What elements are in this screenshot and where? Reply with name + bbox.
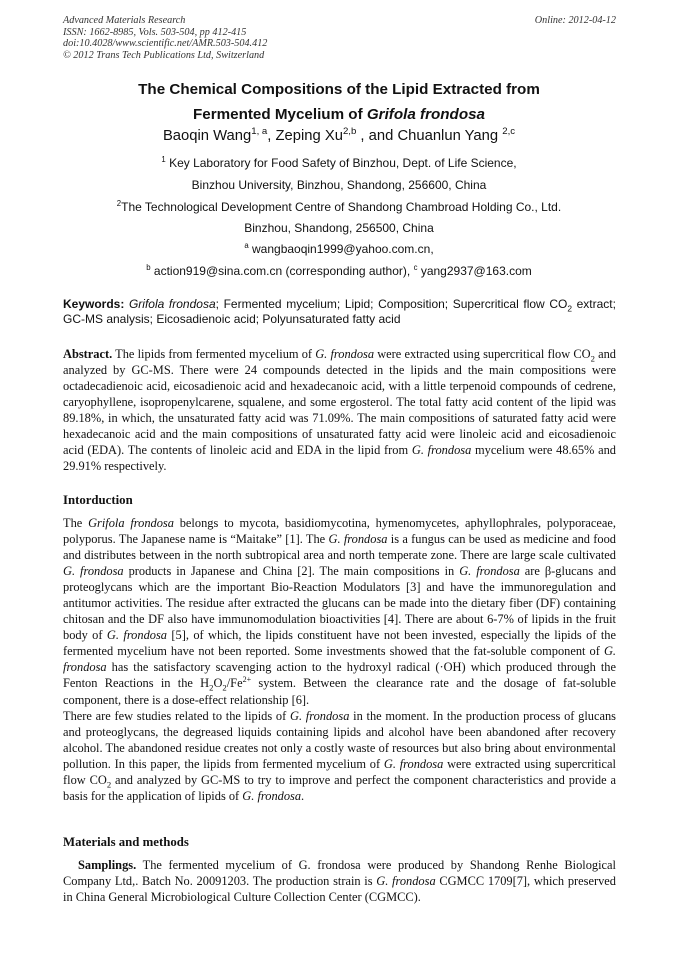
methods-text: CGMCC 1709[7], which preserved in China General Microbiological Culture Collection Center (CGMCC).: [63, 874, 616, 905]
keywords-text-2: extract; GC-MS analysis; Eicosadienoic acid; Polyunsaturated fatty acid: [63, 297, 616, 326]
species-name: G. frondosa: [290, 708, 350, 723]
affiliation-1-line-2: Binzhou University, Binzhou, Shandong, 256600, China: [191, 178, 487, 192]
author-3-sup: 2,c: [502, 126, 516, 138]
paper-title-line-2: [40, 106, 638, 123]
keywords-label: Keywords:: [63, 297, 125, 311]
journal-name: Advanced Materials Research: [63, 15, 186, 26]
intro-text: has the satisfactory scavenging action to the hydroxyl radical (·OH) which produced through the Fenton Reactions in the H: [63, 660, 616, 691]
subscript: 2: [209, 682, 214, 693]
aff2-text: The Technological Development Centre of Shandong Chambroad Holding Co., Ltd.: [121, 200, 562, 214]
email-bc-line: [30, 264, 648, 278]
intro-paragraph-2: [63, 708, 616, 804]
intro-text: were extracted using supercritical flow CO: [63, 756, 616, 787]
methods-heading: Materials and methods: [63, 835, 189, 849]
keywords-species: Grifola frondosa: [128, 297, 216, 311]
intro-text: The: [63, 516, 89, 530]
species-name: G. frondosa: [63, 564, 124, 579]
abstract-text: and analyzed by GC-MS. There were 24 compounds detected in the lipids and the main compositions were octadecadienoic acid, eicosadienoic acid and hexadecanoic acid, with a little terpenoid compounds of cedrene, caryophyllene, isopropenylcarene, squalene, and some ergosterol. The total fatty acid content of the lipid was 89.18%, in which, the unsaturated fatty acid was 71.09%. The main compositions of saturated fatty acid were hexadecanoic acid and the main compositions of unsaturated fatty acid were linoleic acid and eicosadienoic acid (EDA). The contents of linoleic acid and EDA in the lipid from: [63, 347, 616, 458]
affiliation-2-line-1: [30, 200, 648, 214]
email-a: wangbaoqin1999@yahoo.com.cn,: [248, 242, 434, 256]
author-3: , and Chuanlun Yang: [356, 128, 503, 144]
subscript: 2: [106, 779, 112, 790]
affiliation-2-line-2: Binzhou, Shandong, 256500, China: [244, 221, 434, 235]
subscript: 2: [222, 682, 227, 693]
paper-title-line-1: The Chemical Compositions of the Lipid Extracted from: [138, 81, 540, 98]
title-species: Grifola frondosa: [366, 106, 485, 123]
title-prefix: Fermented Mycelium of: [193, 106, 367, 123]
online-date: Online: 2012-04-12: [534, 15, 616, 26]
keywords: [63, 297, 616, 326]
intro-paragraph-1: [63, 515, 616, 708]
intro-text: There are few studies related to the lipids of: [63, 708, 290, 723]
abstract-text: The lipids from fermented mycelium of: [112, 347, 316, 361]
author-1-sup: 1, a: [251, 126, 268, 138]
email-b: action919@sina.com.cn (corresponding author),: [150, 264, 414, 278]
superscript: 2+: [242, 675, 252, 685]
abstract-text: mycelium were 48.65% and 29.91% respectively.: [63, 443, 617, 474]
intro-text: system. Between the clearance rate and the dosage of fat-soluble component, there is a dose-effect relationship [6].: [63, 676, 616, 707]
species-name: G. frondosa: [328, 532, 388, 547]
intro-text: are β-glucans and proteoglycans which are the important Bio-Reaction Modulators [3] and have the immunoregulation and antitumor activities. The residue after extracted the glucans can be made into the dietary fiber (DF) containing chitosan and the DF also have immunomodulation bioactivities [4]. There are about 6-7% of lipids in the fruit body of: [63, 564, 617, 643]
species-name: G. frondosa: [106, 628, 167, 643]
author-line: [40, 128, 638, 144]
introduction-body: [63, 515, 616, 804]
doi-line: doi:10.4028/www.scientific.net/AMR.503-504.412: [63, 38, 268, 50]
author-2-sup: 2,b: [342, 126, 357, 138]
aff1-sup: 1: [161, 155, 166, 164]
subscript: 2: [590, 353, 595, 364]
issn-line: ISSN: 1662-8985, Vols. 503-504, pp 412-415: [63, 26, 247, 38]
email-a-sup: a: [244, 241, 249, 250]
abstract-label: Abstract.: [63, 347, 113, 361]
keywords-co2-sub: 2: [567, 303, 573, 314]
species-name: Grifola frondosa: [88, 516, 174, 530]
copyright-line: © 2012 Trans Tech Publications Ltd, Switzerland: [63, 49, 265, 61]
methods-text: The fermented mycelium of G. frondosa were produced by Shandong Renhe Biological Company Ltd,. Batch No. 20091203. The production strain is: [63, 858, 616, 889]
email-c-sup: c: [413, 263, 418, 272]
journal-header: [63, 15, 616, 61]
email-a-line: [30, 242, 648, 256]
samplings-paragraph: [63, 857, 616, 905]
species-name: G. frondosa: [411, 443, 472, 458]
aff2-sup: 2: [116, 199, 122, 208]
email-b-sup: b: [146, 263, 151, 272]
author-2: , Zeping Xu: [267, 128, 343, 144]
keywords-text-1: ; Fermented mycelium; Lipid; Composition; Supercritical flow CO: [215, 297, 568, 311]
intro-text: and analyzed by GC-MS to try to improve and perfect the component characteristics and provide a basis for the application of lipids of: [63, 772, 616, 803]
author-1: Baoqin Wang: [162, 128, 252, 144]
species-name: G. frondosa: [63, 644, 616, 675]
intro-text: in the moment. In the production process of glucans and proteoglycans, the degreased liquids containing lipids and alcohol have been abandoned after recovery alcohol. The abandoned residue creates not only a costly waste of resources but also bring about environmental pollution. In this paper, the lipids from fermented mycelium of: [63, 708, 616, 771]
intro-text: /Fe: [226, 676, 243, 691]
species-name: G. frondosa: [383, 756, 444, 771]
introduction-heading: Intorduction: [63, 493, 133, 507]
intro-text: products in Japanese and China [2]. The main compositions in: [123, 564, 460, 579]
intro-text: [5], of which, the lipids constituent have not been invested, especially the lipids of the fermented mycelium have not been reported. Some investments showed that the fat-soluble component of: [63, 628, 617, 659]
aff1-text: Key Laboratory for Food Safety of Binzhou, Dept. of Life Science,: [165, 156, 517, 170]
species-name: G. frondosa: [315, 347, 375, 361]
affiliation-1-line-1: [30, 156, 648, 170]
species-name: G. frondosa: [376, 874, 436, 889]
intro-text: O: [213, 676, 223, 691]
abstract-text: were extracted using supercritical flow CO: [374, 347, 591, 361]
species-name: G. frondosa: [459, 564, 520, 579]
species-name: G. frondosa: [242, 788, 302, 803]
intro-text: .: [301, 788, 305, 803]
email-c: yang2937@163.com: [417, 264, 532, 278]
intro-text: belongs to mycota, basidiomycotina, hymenomycetes, aphyllophrales, polyporaceae, polyporus. The Japanese name is “Maitake” [1]. The: [63, 516, 616, 547]
samplings-label: Samplings.: [78, 858, 137, 872]
intro-text: is a fungus can be used as medicine and food and distributes between in the north subtropical area and north temperate zone. There are large scale cultivated: [63, 532, 616, 563]
abstract: [63, 346, 616, 474]
